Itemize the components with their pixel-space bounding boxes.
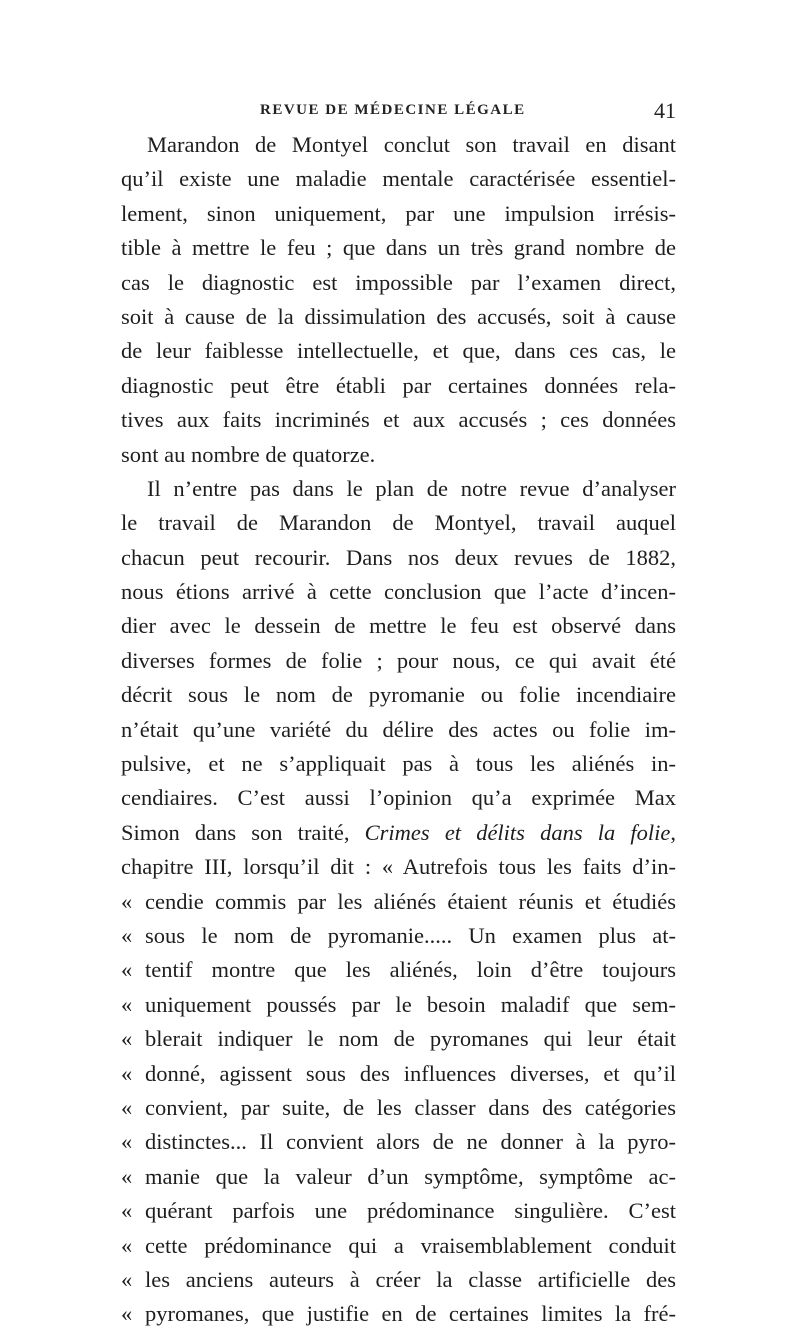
quote-text: convient, par suite, de les classer dans des catégories — [145, 1094, 676, 1120]
guillemet: « — [121, 1060, 133, 1086]
quote-line — [121, 1057, 676, 1091]
text-line: qu’il existe une maladie mentale caractérisée essentiel- — [121, 166, 676, 192]
text-line: tives aux faits incriminés et aux accusés ; ces données — [121, 407, 676, 433]
quote-text: blerait indiquer le nom de pyromanes qui leur était — [145, 1026, 676, 1052]
text-line: soit à cause de la dissimulation des accusés, soit à cause — [121, 303, 676, 329]
quote-text: cette prédominance qui a vraisemblablement conduit — [145, 1232, 676, 1258]
quote-line — [121, 1125, 676, 1159]
text-line: Il n’entre pas dans le plan de notre revue d’analyser — [147, 475, 676, 501]
quote-line — [121, 1263, 676, 1297]
text-fragment: Simon dans son traité, — [121, 819, 365, 845]
guillemet: « — [121, 1094, 133, 1120]
text-line: nous étions arrivé à cette conclusion que l’acte d’incen- — [121, 579, 676, 605]
guillemet: « — [121, 991, 133, 1017]
quote-line — [121, 988, 676, 1022]
quote-text: uniquement poussés par le besoin maladif que sem- — [145, 991, 676, 1017]
quote-text: sous le nom de pyromanie..... Un examen plus at- — [145, 922, 676, 948]
quote-text: donné, agissent sous des influences diverses, et qu’il — [145, 1060, 676, 1086]
quote-text: les anciens auteurs à créer la classe artificielle des — [145, 1266, 676, 1292]
guillemet: « — [121, 1026, 133, 1052]
text-line: diagnostic peut être établi par certaines données rela- — [121, 372, 676, 398]
quote-text: tentif montre que les aliénés, loin d’être toujours — [145, 957, 676, 983]
text-fragment: , — [670, 819, 676, 845]
guillemet: « — [121, 1198, 133, 1224]
text-line: de leur faiblesse intellectuelle, et que, dans ces cas, le — [121, 338, 676, 364]
text-line: sont au nombre de quatorze. — [121, 441, 376, 467]
guillemet: « — [121, 922, 133, 948]
text-line: diverses formes de folie ; pour nous, ce qui avait été — [121, 647, 676, 673]
quote-line — [121, 919, 676, 953]
quote-line — [121, 1022, 676, 1056]
quote-line — [121, 1194, 676, 1228]
text-line: chapitre III, lorsqu’il dit : « Autrefois tous les faits d’in- — [121, 854, 676, 880]
text-line: dier avec le dessein de mettre le feu est observé dans — [121, 613, 676, 639]
text-line: cas le diagnostic est impossible par l’examen direct, — [121, 269, 676, 295]
quote-line — [121, 1160, 676, 1194]
quote-text: cendie commis par les aliénés étaient réunis et étudiés — [145, 888, 676, 914]
guillemet: « — [121, 1163, 133, 1189]
quote-text: manie que la valeur d’un symptôme, symptôme ac- — [145, 1163, 676, 1189]
quote-line — [121, 1229, 676, 1263]
text-line: pulsive, et ne s’appliquait pas à tous les aliénés in- — [121, 751, 676, 777]
running-title: REVUE DE MÉDECINE LÉGALE — [260, 102, 526, 118]
guillemet: « — [121, 1129, 133, 1155]
guillemet: « — [121, 957, 133, 983]
quote-line — [121, 1297, 676, 1331]
page-number: 41 — [654, 98, 676, 123]
text-line: n’était qu’une variété du délire des actes ou folie im- — [121, 716, 676, 742]
text-line: décrit sous le nom de pyromanie ou folie incendiaire — [121, 682, 676, 708]
guillemet: « — [121, 1266, 133, 1292]
running-head — [120, 98, 680, 124]
quote-line — [121, 885, 676, 919]
text-line: chacun peut recourir. Dans nos deux revues de 1882, — [121, 544, 676, 570]
guillemet: « — [121, 1301, 133, 1327]
text-line: Marandon de Montyel conclut son travail en disant — [147, 132, 676, 157]
text-line: cendiaires. C’est aussi l’opinion qu’a exprimée Max — [121, 785, 676, 811]
quote-line — [121, 1091, 676, 1125]
quote-line — [121, 953, 676, 987]
quote-text: distinctes... Il convient alors de ne donner à la pyro- — [145, 1129, 676, 1155]
text-line: le travail de Marandon de Montyel, travail auquel — [121, 510, 676, 536]
text-line-with-title — [121, 816, 676, 850]
book-title: Crimes et délits dans la folie — [364, 819, 671, 845]
text-line: lement, sinon uniquement, par une impulsion irrésis- — [121, 200, 676, 226]
text-line: tible à mettre le feu ; que dans un très grand nombre de — [121, 235, 676, 261]
quote-text: quérant parfois une prédominance singulière. C’est — [145, 1198, 676, 1224]
guillemet: « — [121, 1232, 133, 1258]
quote-text: pyromanes, que justifie en de certaines limites la fré- — [145, 1301, 676, 1327]
guillemet: « — [121, 888, 133, 914]
body-text — [121, 128, 676, 1332]
